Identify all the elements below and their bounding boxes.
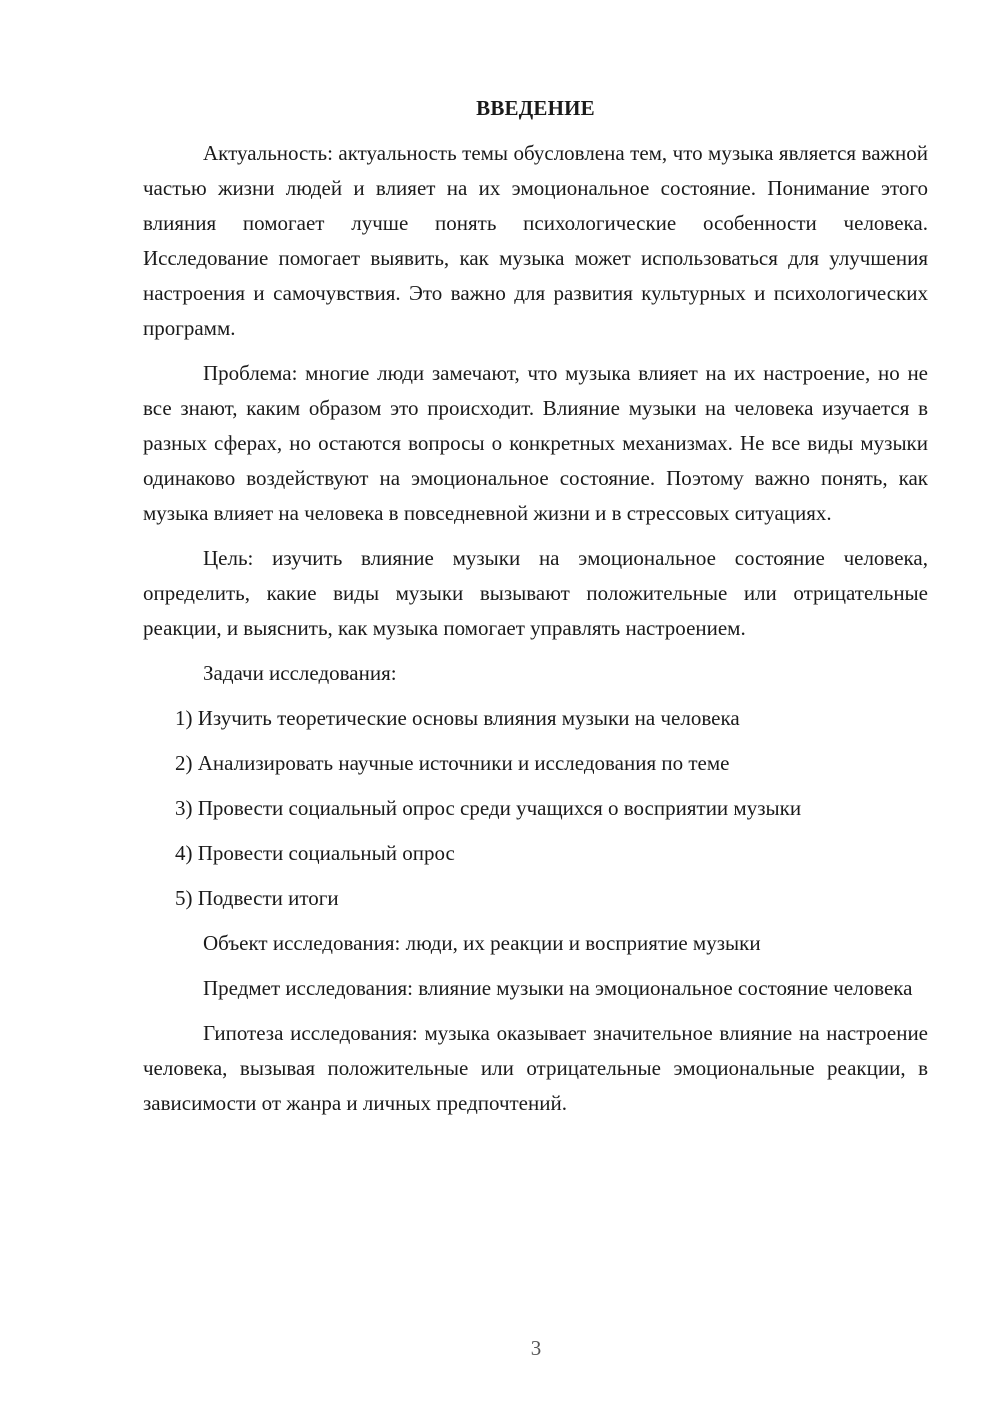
paragraph-problem: Проблема: многие люди замечают, что музыка влияет на их настроение, но не все знают, каким образом это происходит. Влияние музыки на человека изучается в разных сферах, но остаются вопросы о конкретных механизмах. Не все виды музыки одинаково воздействуют на эмоциональное состояние. Поэтому важно понять, как музыка влияет на человека в повседневной жизни и в стрессовых ситуациях. [143,361,928,525]
paragraph-hypothesis: Гипотеза исследования: музыка оказывает значительное влияние на настроение человека, вызывая положительные или отрицательные эмоциональные реакции, в зависимости от жанра и личных предпочтений. [143,1021,928,1115]
task-item-2: 2) Анализировать научные источники и исследования по теме [175,751,730,775]
task-item-3: 3) Провести социальный опрос среди учащихся о восприятии музыки [175,796,802,820]
page-number: 3 [530,1336,542,1360]
task-list [143,701,928,916]
task-item-4: 4) Провести социальный опрос [175,841,455,865]
paragraph-goal: Цель: изучить влияние музыки на эмоциональное состояние человека, определить, какие виды музыки вызывают положительные или отрицательные реакции, и выяснить, как музыка помогает управлять настроением. [143,546,928,640]
tasks-heading: Задачи исследования: [203,661,397,685]
paragraph-subject: Предмет исследования: влияние музыки на эмоциональное состояние человека [203,976,913,1000]
paragraph-object: Объект исследования: люди, их реакции и восприятие музыки [203,931,761,955]
page-title: ВВЕДЕНИЕ [476,96,595,120]
task-item-1: 1) Изучить теоретические основы влияния музыки на человека [175,706,740,730]
paragraph-relevance: Актуальность: актуальность темы обусловлена тем, что музыка является важной частью жизни людей и влияет на их эмоциональное состояние. Понимание этого влияния помогает лучше понять психологические особенности человека. Исследование помогает выявить, как музыка может использоваться для улучшения настроения и самочувствия. Это важно для развития культурных и психологических программ. [143,141,928,340]
page-content [143,91,928,1131]
task-item-5: 5) Подвести итоги [175,886,339,910]
